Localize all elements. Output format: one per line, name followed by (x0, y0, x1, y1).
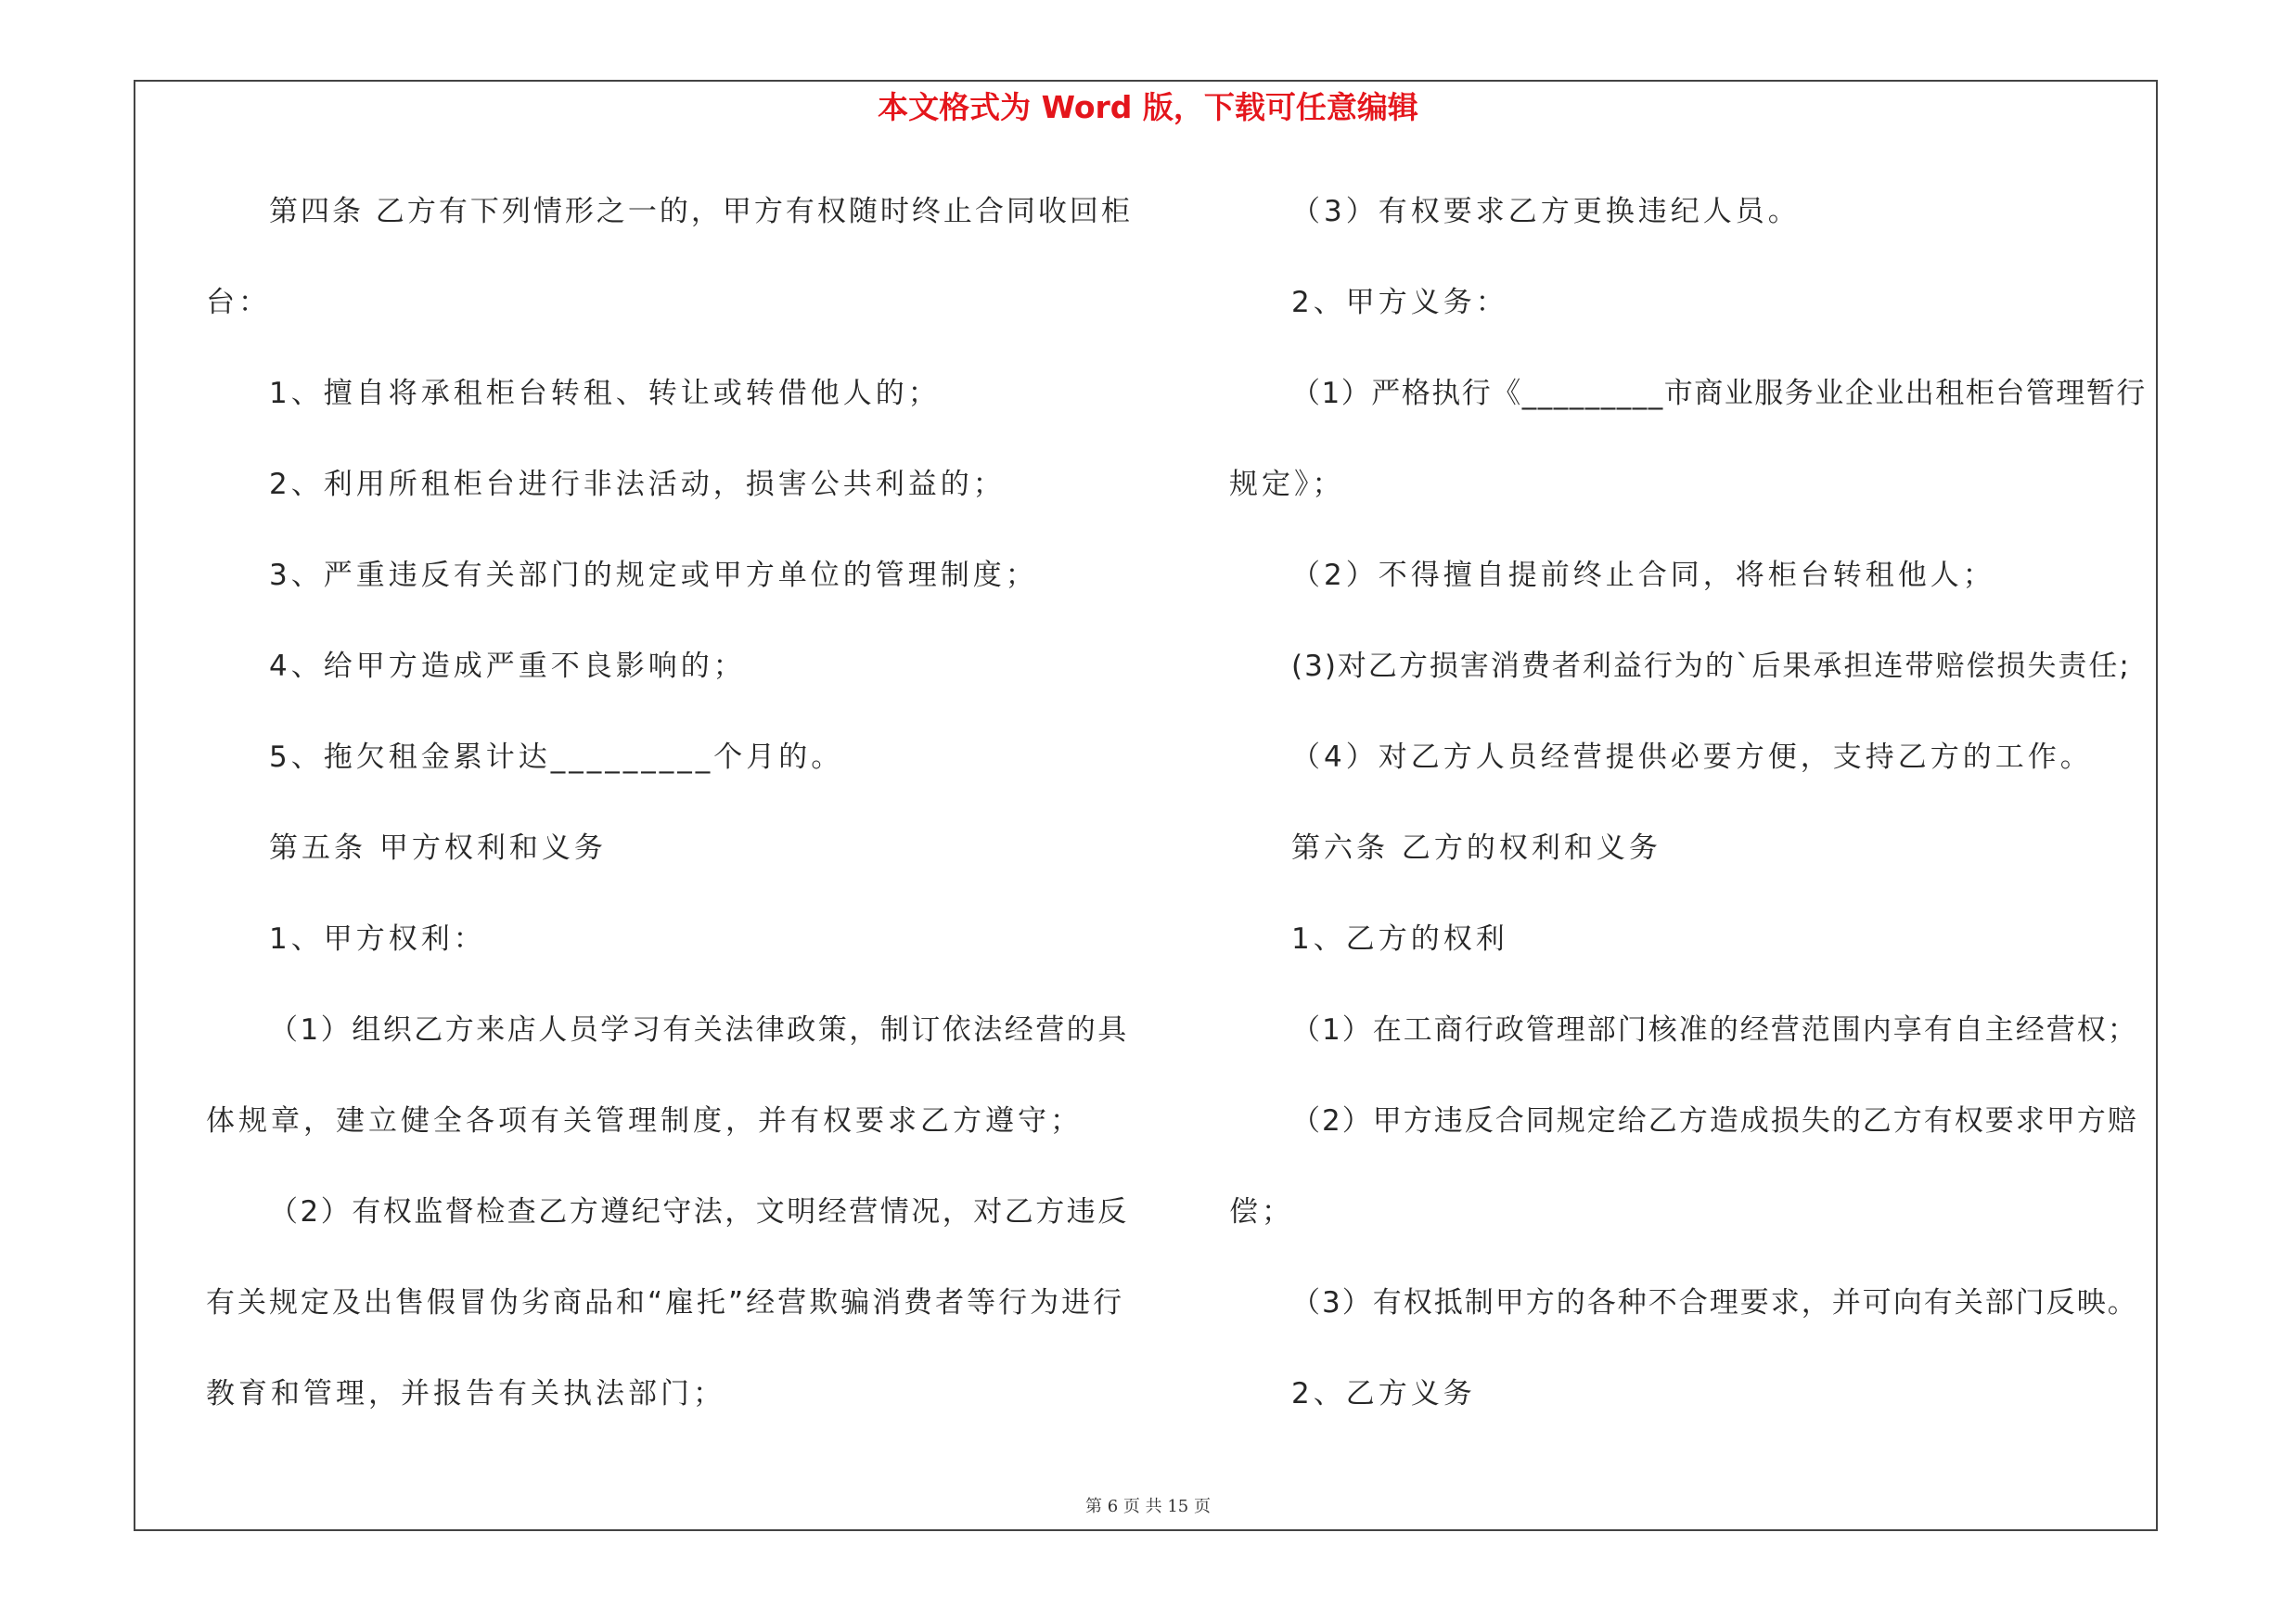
left-line-9: 1、甲方权利： (269, 922, 486, 956)
left-line-10: （1）组织乙方来店人员学习有关法律政策，制订依法经营的具 (269, 1013, 1129, 1047)
left-line-8: 第五条 甲方权利和义务 (269, 831, 607, 865)
left-line-13: 有关规定及出售假冒伪劣商品和“雇托”经营欺骗消费者等行为进行 (206, 1286, 1125, 1320)
right-line-2: 2、甲方义务： (1291, 286, 1508, 319)
page-number: 第 6 页 共 15 页 (1085, 1497, 1211, 1516)
left-line-12: （2）有权监督检查乙方遵纪守法，文明经营情况，对乙方违反 (269, 1195, 1129, 1229)
right-line-14: 2、乙方义务 (1291, 1377, 1476, 1410)
header-banner: 本文格式为 Word 版，下载可任意编辑 (878, 89, 1418, 125)
right-line-3: （1）严格执行《_________市商业服务业企业出租柜台管理暂行 (1291, 377, 2147, 410)
right-line-13: （3）有权抵制甲方的各种不合理要求，并可向有关部门反映。 (1291, 1286, 2138, 1320)
left-line-5: 3、严重违反有关部门的规定或甲方单位的管理制度； (269, 559, 1038, 592)
right-line-1: （3）有权要求乙方更换违纪人员。 (1291, 195, 1801, 228)
right-line-11: （2）甲方违反合同规定给乙方造成损失的乙方有权要求甲方赔 (1291, 1104, 2138, 1138)
left-line-4: 2、利用所租柜台进行非法活动，损害公共利益的； (269, 468, 1006, 501)
right-line-8: 第六条 乙方的权利和义务 (1291, 831, 1661, 865)
left-line-7: 5、拖欠租金累计达_________个月的。 (269, 741, 844, 774)
right-line-4: 规定》； (1229, 468, 1345, 501)
right-line-10: （1）在工商行政管理部门核准的经营范围内享有自主经营权； (1291, 1013, 2138, 1047)
right-line-9: 1、乙方的权利 (1291, 922, 1508, 956)
left-line-2: 台： (206, 286, 271, 319)
right-line-7: （4）对乙方人员经营提供必要方便，支持乙方的工作。 (1291, 741, 2093, 774)
right-line-6: (3)对乙方损害消费者利益行为的`后果承担连带赔偿损失责任; (1291, 650, 2131, 683)
left-line-11: 体规章，建立健全各项有关管理制度，并有权要求乙方遵守； (206, 1104, 1083, 1138)
right-line-5: （2）不得擅自提前终止合同，将柜台转租他人； (1291, 559, 1995, 592)
left-line-3: 1、擅自将承租柜台转租、转让或转借他人的； (269, 377, 941, 410)
left-line-14: 教育和管理，并报告有关执法部门； (206, 1377, 725, 1410)
left-line-6: 4、给甲方造成严重不良影响的； (269, 650, 746, 683)
left-line-1: 第四条 乙方有下列情形之一的，甲方有权随时终止合同收回柜 (269, 195, 1133, 228)
right-line-12: 偿； (1229, 1195, 1294, 1229)
